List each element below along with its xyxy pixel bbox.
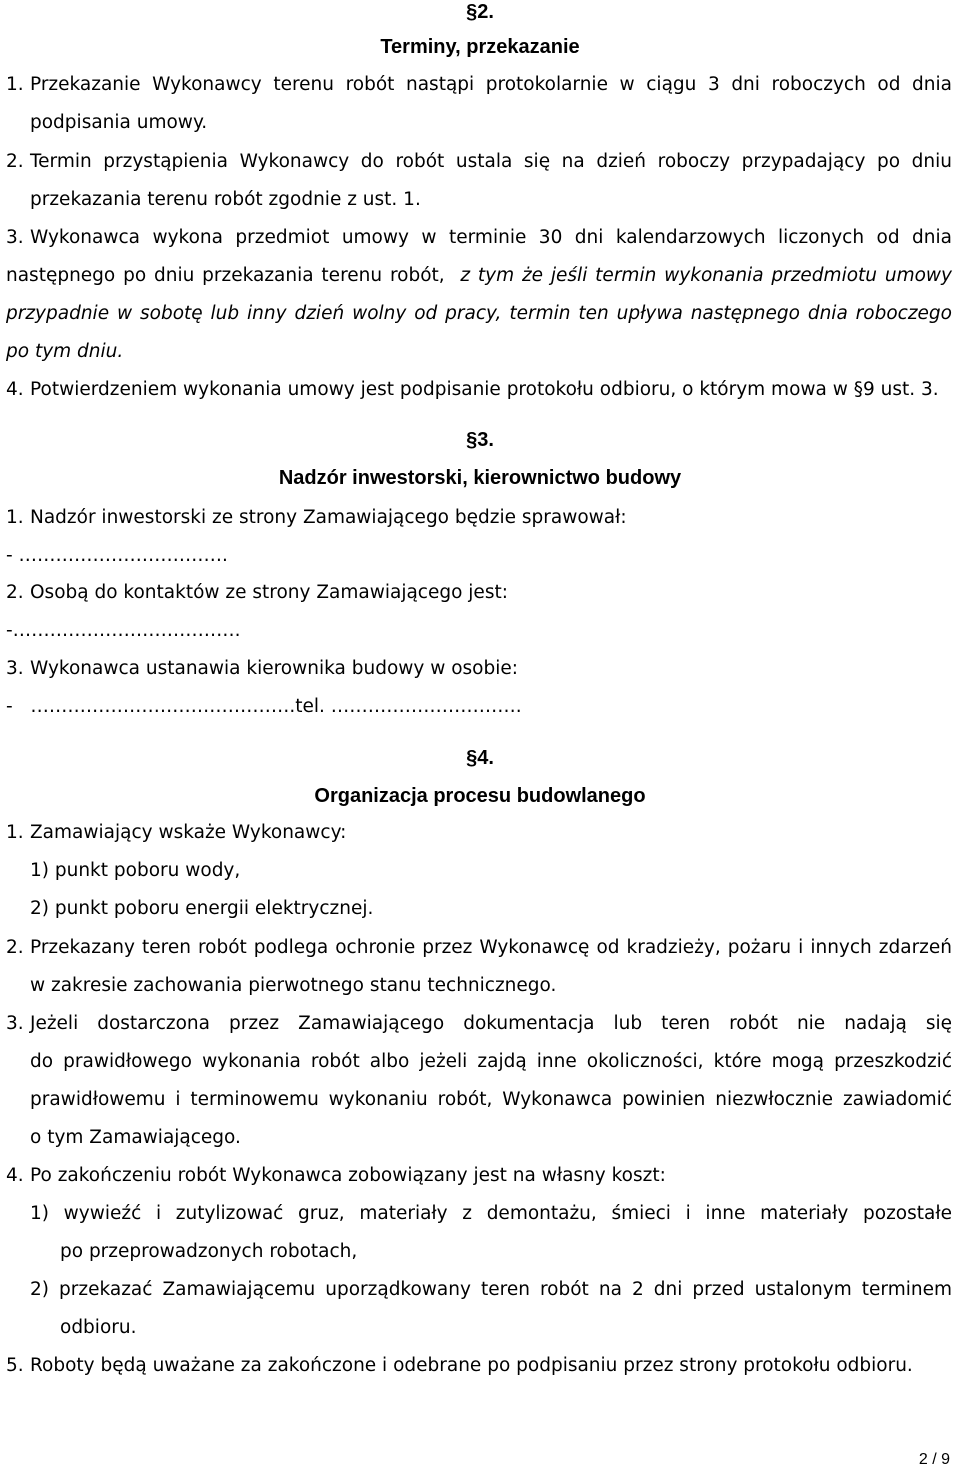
section-2-number: §2. (466, 1, 494, 23)
site-manager-blank: - …………………………………….tel. …………………………. (6, 696, 522, 717)
page-number: 2 / 9 (918, 1451, 950, 1468)
section-4-number: §4. (466, 747, 494, 769)
section-4-title: Organizacja procesu budowlanego (314, 785, 646, 807)
section-2-title: Terminy, przekazanie (380, 36, 580, 58)
supervisor-blank: - ……………………………. (6, 545, 228, 566)
contact-blank: -………………………………. (6, 620, 241, 641)
section-3-title: Nadzór inwestorski, kierownictwo budowy (278, 467, 682, 489)
section-3-number: §3. (466, 429, 494, 451)
